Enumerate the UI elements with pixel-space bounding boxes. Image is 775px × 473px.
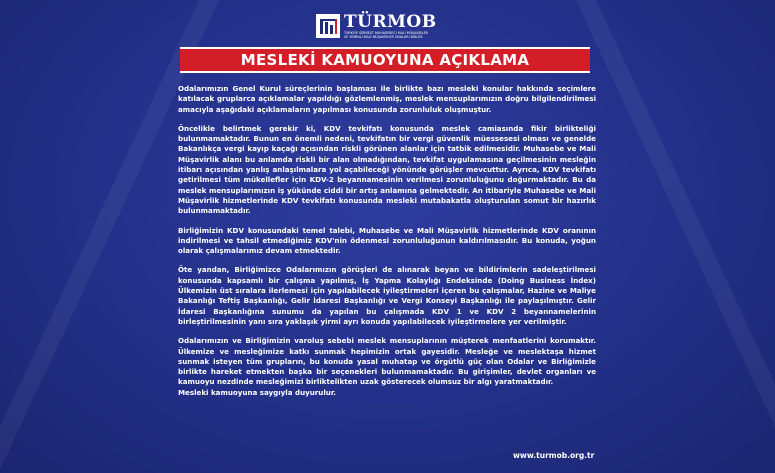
paragraph-simplification: Öte yandan, Birliğimizce Odalarımızın görüşleri de alınarak beyan ve bildirimlerin sadeleştirilmesi konusunda kapsamlı bir çalışma yapılmış, İş Yapma Kolaylığı Endeksinde (Doing Business İndex) Ülkemizin üst sıralara ilerlemesi için yapılabilecek iyileştirmeleri içeren bu çalışmalar, Hazine ve Maliye Bakanlığı Teftiş Başkanlığı, Gelir İdaresi Başkanlığı ve Vergi Konseyi Başkanlığı ile paylaşılmıştır. Gelir İdaresi Başkanlığına sunumu da yapılan bu çalışmada KDV 1 ve KDV 2 beyannamelerinin birleştirilmesinin yanı sıra yaklaşık yirmi ayrı konuda yapılabilecek iyileştirmelere yer verilmiştir. <box>178 265 596 326</box>
paragraph-intro: Odalarımızın Genel Kurul süreçlerinin başlaması ile birlikte bazı mesleki konular hakkında seçimlere katılacak gruplarca açıklamalar yapıldığı gözlemlenmiş, meslek mensuplarımızın doğru bilgilendirilmesi amacıyla aşağıdaki açıklamaların yapılması konusunda zorunluluk oluşmuştur. <box>178 84 596 114</box>
turmob-logo <box>316 12 460 40</box>
turmob-emblem-icon <box>316 14 340 38</box>
page-title: MESLEKİ KAMUOYUNA AÇIKLAMA <box>240 51 530 69</box>
logo-subtitle-line-1: TÜRKİYE SERBEST MUHASEBECİ MALİ MÜŞAVİRLER <box>344 30 428 35</box>
logo-subtitle-line-2: VE YEMİNLİ MALİ MÜŞAVİRLER ODALARI BİRLİĞİ <box>344 34 423 39</box>
paragraph-kdv-request: Birliğimizin KDV konusundaki temel talebi, Muhasebe ve Mali Müşavirlik hizmetlerinde KDV oranının indirilmesi ve tahsil etmediğimiz KDV'nin ödenmesi zorunluluğunun kaldırılmasıdır. Bu konuda, yoğun olarak çalışmalarımız devam etmektedir. <box>178 225 596 256</box>
logo-name: TÜRMOB <box>344 11 437 32</box>
title-banner <box>180 47 590 73</box>
paragraph-kdv-tevkifat: Öncelikle belirtmek gerekir ki, KDV tevkifatı konusunda meslek camiasında fikir birlikteliği bulunmamaktadır. Bunun en önemli nedeni, tevkifatın bir vergi güvenlik müessesesi olması ve genelde Bakanlıkça vergi kayıp kaçağı açısından riskli görünen alanlar için tatbik edilmesidir. Muhasebe ve Mali Müşavirlik alanı bu anlamda riskli bir alan olmadığından, tevkifat uygulamasına geçilmesinin mesleğin itibarı açısından yanlış anlaşılmalara yol açabileceği yönünde görüşler mevcuttur. Ayrıca, KDV tevkifatı getirilmesi tüm mükellefler için KDV-2 beyannamesinin verilmesi zorunluluğunu doğurmaktadır. Bu da meslek mensuplarımızın iş yükünde ciddi bir artış anlamına gelmektedir. An itibariyle Muhasebe ve Mali Müşavirlik hizmetlerinde KDV tevkifatı konusunda mesleki mutabakatla oluşturulan somut bir hazırlık bulunmamaktadır. <box>178 123 596 216</box>
website-link[interactable]: www.turmob.org.tr <box>513 451 595 460</box>
paragraph-unity: Odalarımızın ve Birliğimizin varoluş sebebi meslek mensuplarının müşterek menfaatlerini korumaktır. Ülkemize ve mesleğimize katkı sunmak hepimizin ortak gayesidir. Mesleğe ve meslektaşa hizmet sunmak isteyen tüm grupların, bu konuda yasal muhatap ve örgütlü güç olan Odalar ve Birliğimizle birlikte hareket etmekten başka bir seçenekleri bulunmamaktadır. Bu girişimler, devlet organları ve kamuoyu nezdinde mesleğimizi birliktelikten uzak gösterecek olumsuz bir algı yaratmaktadır. <box>178 336 596 387</box>
announcement-body <box>178 84 596 398</box>
logo-text <box>344 11 437 39</box>
closing-line: Mesleki kamuoyuna saygıyla duyurulur. <box>178 387 337 397</box>
